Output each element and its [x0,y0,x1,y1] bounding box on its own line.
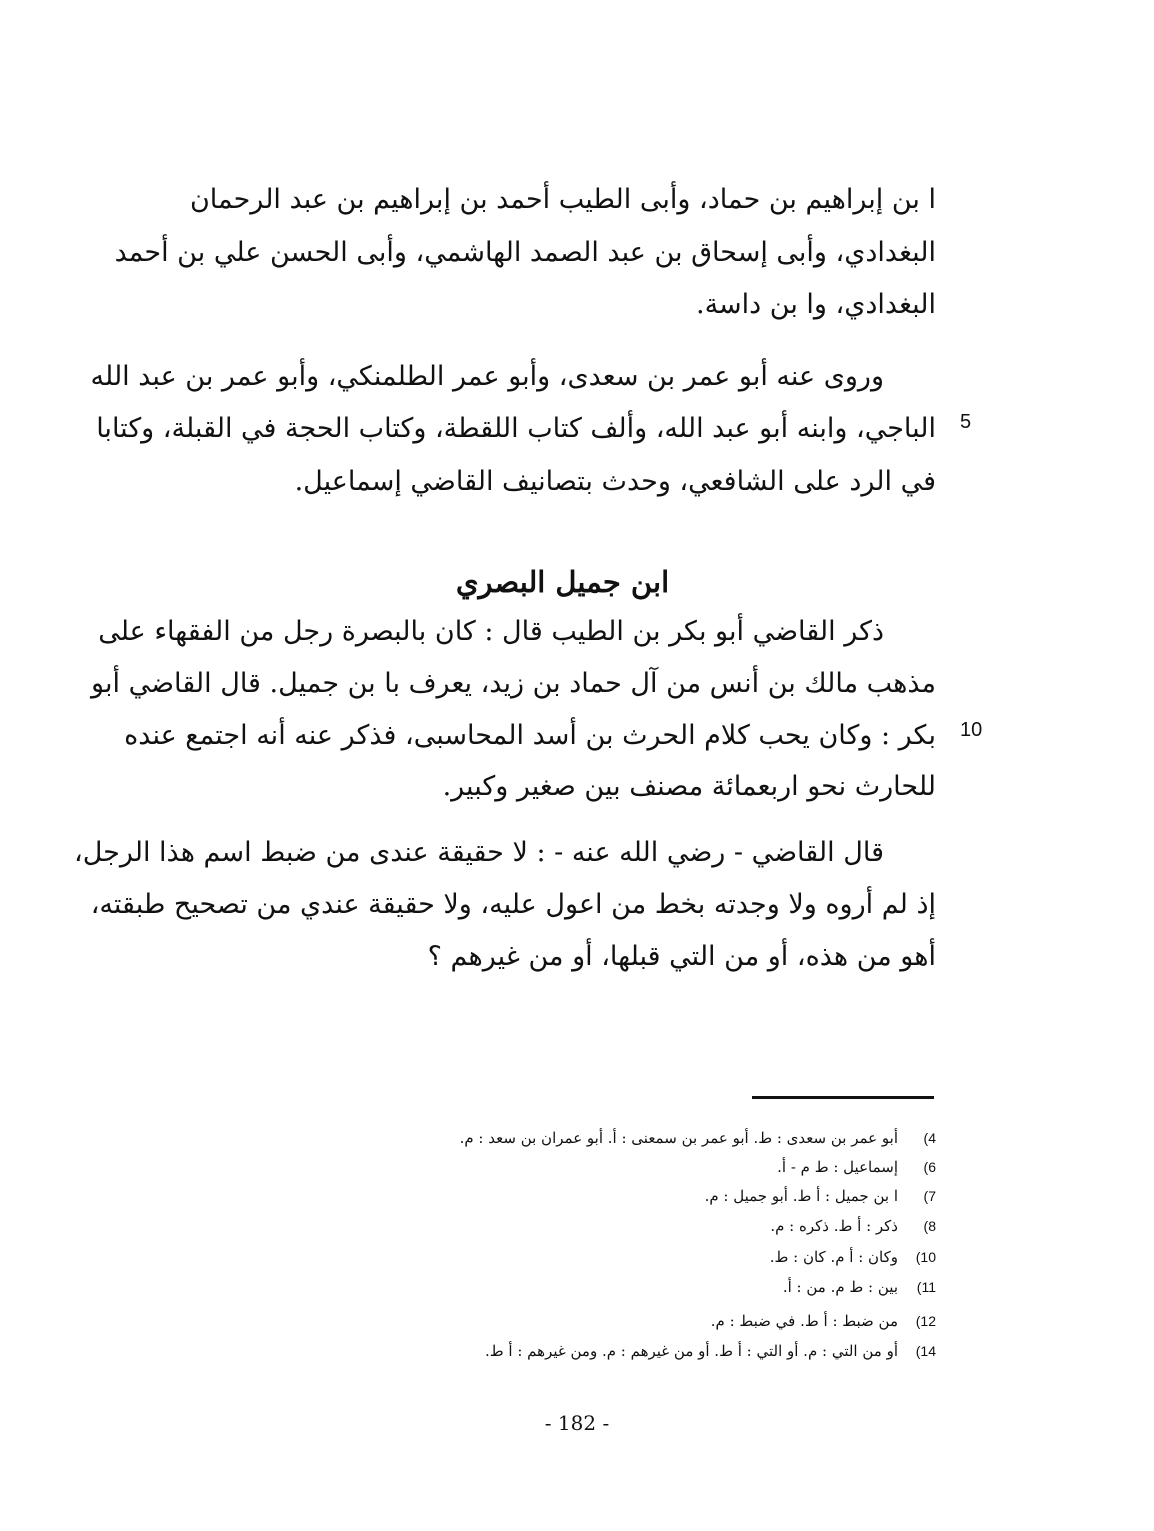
body-line: ذكر القاضي أبو بكر بن الطيب قال : كان بالبصرة رجل من الفقهاء على [98,616,884,647]
footnote-number: 7) [923,1188,936,1204]
line-number: 5 [960,411,972,433]
body-line: ا بن إبراهيم بن حماد، وأبى الطيب أحمد بن إبراهيم بن عبد الرحمان [189,184,936,215]
footnote-number: 8) [923,1218,936,1234]
page-number: - 182 - [544,1411,610,1435]
body-line: إذ لم أروه ولا وجدته بخط من اعول عليه، ولا حقيقة عندي من تصحيح طبقته، [90,889,936,920]
body-line: البغدادي، وأبى إسحاق بن عبد الصمد الهاشمي، وأبى الحسن علي بن أحمد [114,237,936,268]
footnote [216,1127,936,1149]
footnote [216,1246,936,1268]
footnote [216,1276,936,1298]
footnote-text: أبو عمر بن سعدى : ط. أبو عمر بن سمعنى : أ. أبو عمران بن سعد : م. [459,1129,898,1147]
body-line: مذهب مالك بن أنس من آل حماد بن زيد، يعرف با بن جميل. قال القاضي أبو [91,668,936,699]
line-number: 10 [960,719,983,741]
footnote [216,1340,936,1362]
footnote [216,1215,936,1237]
footnote [216,1156,936,1178]
body-line: أهو من هذه، أو من التي قبلها، أو من غيرهم ؟ [427,941,936,972]
footnote-text: وكان : أ م. كان : ط. [769,1248,898,1266]
body-line: في الرد على الشافعي، وحدث بتصانيف القاضي إسماعيل. [294,466,936,497]
footnote-text: ذكر : أ ط. ذكره : م. [770,1217,898,1235]
footnote-number: 14) [915,1343,936,1359]
footnote-number: 6) [923,1159,936,1175]
footnote-number: 4) [923,1130,936,1146]
footnote-rule [752,1096,934,1099]
body-line: وروى عنه أبو عمر بن سعدى، وأبو عمر الطلمنكي، وأبو عمر بن عبد الله [90,361,884,392]
footnote-text: بين : ط م. من : أ. [782,1278,898,1296]
footnote [216,1185,936,1207]
footnote-text: أو من التي : م. أو التي : أ ط. أو من غيرهم : م. ومن غيرهم : أ ط. [485,1342,898,1360]
body-line: قال القاضي - رضي الله عنه - : لا حقيقة عندى من ضبط اسم هذا الرجل، [73,837,884,868]
footnote-text: من ضبط : أ ط. في ضبط : م. [710,1312,898,1330]
footnote-text: ا بن جميل : أ ط. أبو جميل : م. [704,1187,898,1205]
footnote-text: إسماعيل : ط م - أ. [777,1158,898,1176]
body-line: البغدادي، وا بن داسة. [695,289,936,320]
section-heading: ابن جميل البصري [455,565,670,599]
body-line: للحارث نحو اربعمائة مصنف بين صغير وكبير. [442,771,936,802]
footnote-number: 10) [915,1249,936,1265]
footnote-number: 11) [916,1279,936,1295]
footnote [216,1310,936,1332]
body-line: بكر : وكان يحب كلام الحرث بن أسد المحاسبى، فذكر عنه أنه اجتمع عنده [124,720,936,751]
footnote-number: 12) [915,1313,936,1329]
body-line: الباجي، وابنه أبو عبد الله، وألف كتاب اللقطة، وكتاب الحجة في القبلة، وكتابا [96,413,936,444]
